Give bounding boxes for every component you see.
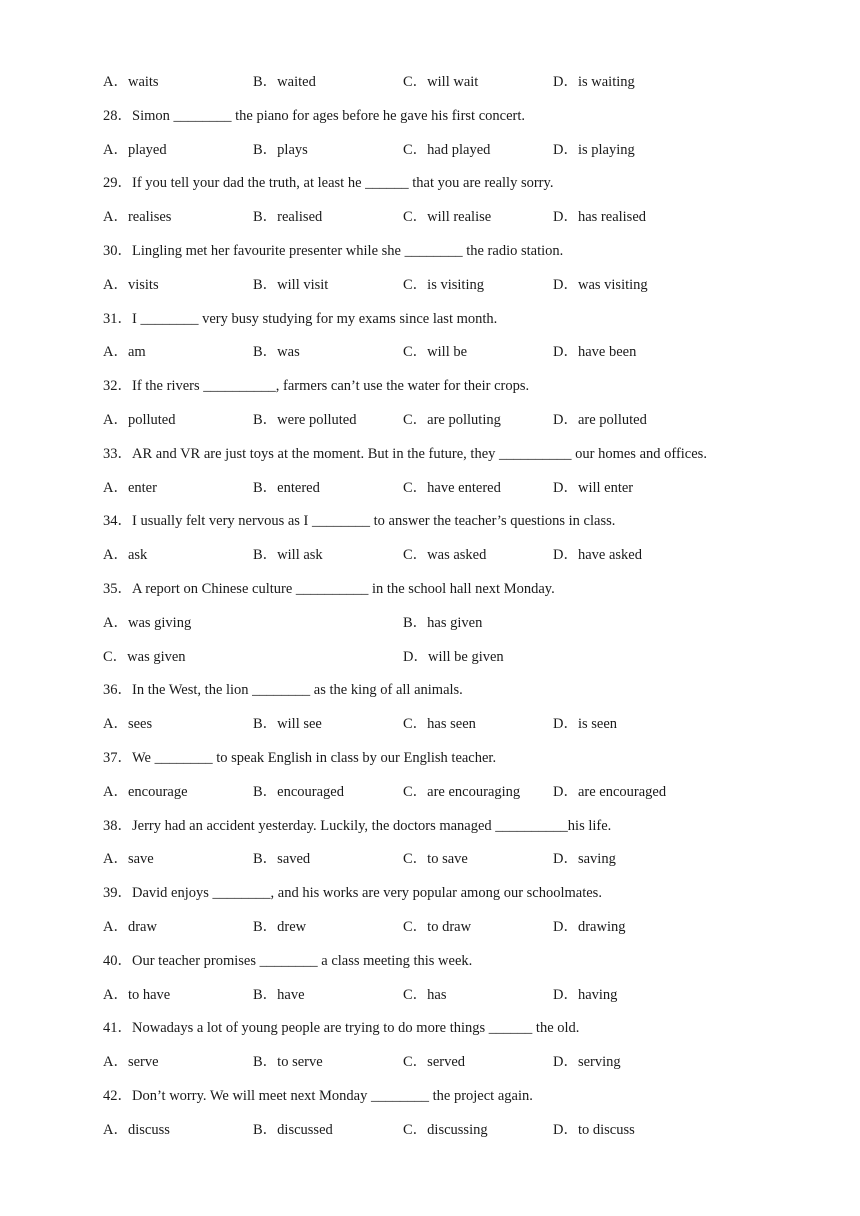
answer-option: B．saved [253, 851, 311, 867]
answer-option: B．will visit [253, 277, 329, 293]
answer-option: D．is seen [553, 716, 618, 732]
answer-option: A．was giving [103, 615, 192, 631]
answer-option: A．save [103, 851, 154, 867]
answer-option: D．have asked [553, 547, 642, 563]
answer-option: C．is visiting [403, 277, 484, 293]
question-text: 36．In the West, the lion ________ as the king of all animals. [103, 682, 463, 698]
answer-option: A．discuss [103, 1122, 170, 1138]
answer-option: D．are encouraged [553, 784, 667, 800]
answer-option: D．saving [553, 851, 616, 867]
answer-option: A．ask [103, 547, 148, 563]
answer-option: A．enter [103, 480, 157, 496]
answer-option: C．are encouraging [403, 784, 521, 800]
answer-option: D．will be given [403, 649, 504, 665]
answer-option: B．has given [403, 615, 483, 631]
answer-option: A．polluted [103, 412, 176, 428]
question-text: 33．AR and VR are just toys at the moment. But in the future, they __________ our homes and offices. [103, 446, 707, 462]
answer-option: D．are polluted [553, 412, 647, 428]
answer-option: B．encouraged [253, 784, 344, 800]
answer-option: A．played [103, 142, 167, 158]
answer-option: B．waited [253, 74, 316, 90]
answer-option: A．encourage [103, 784, 188, 800]
answer-option: A．draw [103, 919, 157, 935]
answer-option: D．will enter [553, 480, 634, 496]
answer-option: C．was asked [403, 547, 487, 563]
answer-option: D．was visiting [553, 277, 648, 293]
answer-option: A．am [103, 344, 146, 360]
question-text: 29．If you tell your dad the truth, at least he ______ that you are really sorry. [103, 175, 554, 191]
answer-option: C．has seen [403, 716, 476, 732]
answer-option: C．discussing [403, 1122, 488, 1138]
question-text: 34．I usually felt very nervous as I ________ to answer the teacher’s questions in class. [103, 513, 616, 529]
answer-option: C．to draw [403, 919, 472, 935]
answer-option: B．to serve [253, 1054, 323, 1070]
answer-option: A．visits [103, 277, 159, 293]
question-text: 42．Don’t worry. We will meet next Monday ________ the project again. [103, 1088, 533, 1104]
question-text: 28．Simon ________ the piano for ages before he gave his first concert. [103, 108, 526, 124]
answer-option: D．have been [553, 344, 637, 360]
answer-option: C．will be [403, 344, 468, 360]
answer-option: C．are polluting [403, 412, 501, 428]
answer-option: B．were polluted [253, 412, 357, 428]
question-text: 37．We ________ to speak English in class by our English teacher. [103, 750, 497, 766]
answer-option: A．sees [103, 716, 153, 732]
answer-option: D．having [553, 987, 618, 1003]
answer-option: D．has realised [553, 209, 647, 225]
question-text: 35．A report on Chinese culture __________ in the school hall next Monday. [103, 581, 555, 597]
answer-option: D．is playing [553, 142, 635, 158]
answer-option: A．waits [103, 74, 159, 90]
question-text: 32．If the rivers __________, farmers can’t use the water for their crops. [103, 378, 530, 394]
answer-option: C．had played [403, 142, 491, 158]
answer-option: D．is waiting [553, 74, 635, 90]
question-text: 39．David enjoys ________, and his works are very popular among our schoolmates. [103, 885, 602, 901]
answer-option: A．to have [103, 987, 171, 1003]
answer-option: B．discussed [253, 1122, 333, 1138]
answer-option: B．drew [253, 919, 307, 935]
answer-option: B．plays [253, 142, 308, 158]
answer-option: C．was given [103, 649, 186, 665]
question-text: 31．I ________ very busy studying for my exams since last month. [103, 311, 498, 327]
question-text: 38．Jerry had an accident yesterday. Luckily, the doctors managed __________his life. [103, 818, 612, 834]
answer-option: C．have entered [403, 480, 501, 496]
answer-option: D．serving [553, 1054, 621, 1070]
answer-option: B．was [253, 344, 300, 360]
question-text: 40．Our teacher promises ________ a class meeting this week. [103, 953, 473, 969]
question-text: 41．Nowadays a lot of young people are trying to do more things ______ the old. [103, 1020, 580, 1036]
answer-option: D．to discuss [553, 1122, 635, 1138]
answer-option: B．will ask [253, 547, 323, 563]
answer-option: A．realises [103, 209, 172, 225]
answer-option: B．have [253, 987, 305, 1003]
answer-option: C．will wait [403, 74, 479, 90]
answer-option: C．has [403, 987, 447, 1003]
answer-option: D．drawing [553, 919, 626, 935]
answer-option: C．served [403, 1054, 466, 1070]
answer-option: B．entered [253, 480, 320, 496]
answer-option: C．to save [403, 851, 468, 867]
answer-option: A．serve [103, 1054, 159, 1070]
answer-option: B．will see [253, 716, 322, 732]
question-text: 30．Lingling met her favourite presenter while she ________ the radio station. [103, 243, 564, 259]
answer-option: B．realised [253, 209, 323, 225]
answer-option: C．will realise [403, 209, 492, 225]
